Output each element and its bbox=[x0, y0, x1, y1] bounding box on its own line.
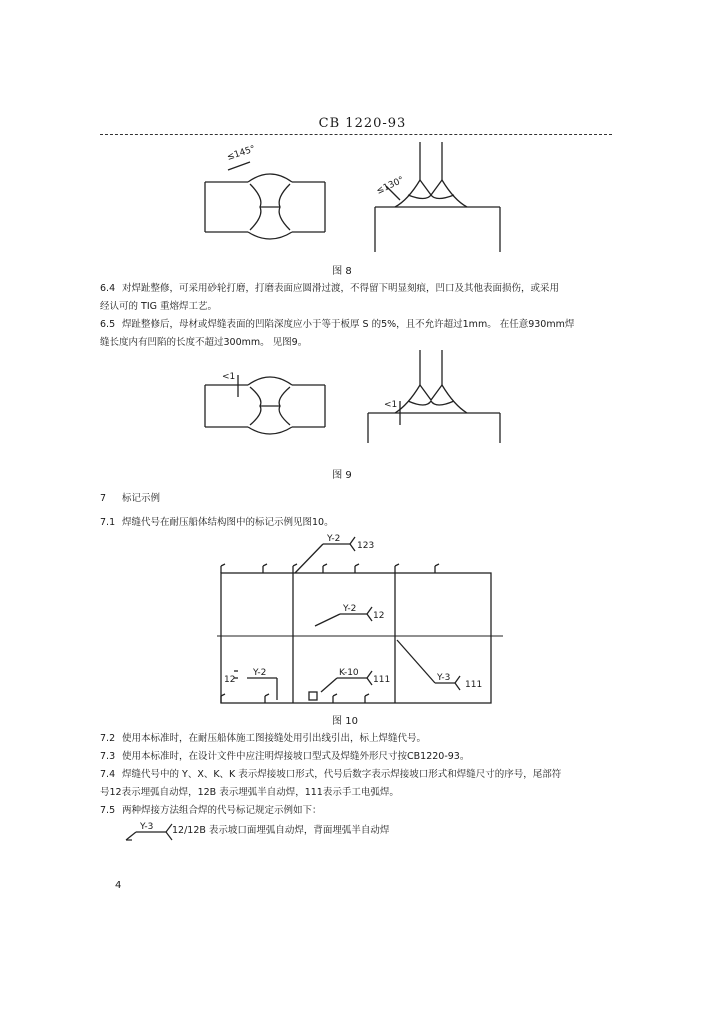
section-7-4-number: 7.4 bbox=[100, 769, 116, 780]
document-code: CB 1220-93 bbox=[318, 116, 407, 131]
mark-4-code: K-10 bbox=[339, 668, 359, 678]
section-6-4 bbox=[100, 280, 620, 316]
section-7-2 bbox=[100, 730, 620, 748]
section-7-3 bbox=[100, 748, 620, 766]
section-7-title: 标记示例 bbox=[122, 493, 161, 504]
section-7-3-text: 使用本标准时，在设计文件中应注明焊接坡口型式及焊缝外形尺寸按CB1220-93。 bbox=[122, 751, 470, 762]
section-7-4 bbox=[100, 766, 620, 802]
figure-8-drawing bbox=[190, 140, 520, 255]
section-7-1-number: 7.1 bbox=[100, 517, 116, 528]
section-7-3-number: 7.3 bbox=[100, 751, 116, 762]
figure-9-drawing bbox=[190, 345, 520, 445]
section-7-2-number: 7.2 bbox=[100, 733, 116, 744]
figure-9-caption: 图 9 bbox=[332, 470, 352, 481]
example-description: 12/12B 表示坡口面埋弧自动焊，背面埋弧半自动焊 bbox=[172, 825, 390, 836]
section-7-5-text: 两种焊接方法组合焊的代号标记规定示例如下： bbox=[122, 805, 322, 816]
section-7-4-line1: 焊缝代号中的 Y、X、K、K 表示焊接坡口形式，代号后数字表示焊接坡口形式和焊缝尺寸的序号，尾部符 bbox=[122, 769, 562, 780]
mark-1-num: 123 bbox=[357, 541, 375, 551]
section-7-1-text: 焊缝代号在耐压船体结构图中的标记示例见图10。 bbox=[122, 517, 334, 528]
mark-3-code: Y-2 bbox=[253, 668, 267, 678]
section-6-5-line1: 焊趾整修后，母材或焊缝表面的凹陷深度应小于等于板厚 S 的5%，且不允许超过1mm。 在任意930mm焊 bbox=[122, 319, 575, 330]
section-6-4-line1: 对焊趾整修，可采用砂轮打磨，打磨表面应圆滑过渡，不得留下明显刻痕，凹口及其他表面损伤，或采用 bbox=[122, 283, 560, 294]
section-6-5-line2: 缝长度内有凹陷的长度不超过300mm。 见图9。 bbox=[100, 337, 308, 348]
figure-10-caption: 图 10 bbox=[332, 716, 358, 727]
section-7-number: 7 bbox=[100, 493, 107, 504]
angle-label-145: ≤145° bbox=[225, 144, 257, 163]
section-6-4-number: 6.4 bbox=[100, 283, 116, 294]
section-7-5-number: 7.5 bbox=[100, 805, 116, 816]
section-7-2-text: 使用本标准时，在耐压船体施工图接缝处用引出线引出，标上焊缝代号。 bbox=[122, 733, 427, 744]
section-6-5-number: 6.5 bbox=[100, 319, 116, 330]
header-rule bbox=[100, 134, 612, 135]
figure-10-drawing bbox=[215, 528, 505, 706]
mark-2-num: 12 bbox=[373, 611, 385, 621]
mark-5-code: Y-3 bbox=[437, 673, 451, 683]
mark-4-num: 111 bbox=[373, 675, 391, 685]
section-7-heading bbox=[100, 490, 160, 508]
angle-label-130: ≤130° bbox=[375, 175, 406, 197]
mark-2-code: Y-2 bbox=[343, 604, 357, 614]
fig9-left-label: <1 bbox=[222, 372, 236, 382]
fig9-right-label: <1 bbox=[384, 400, 398, 410]
section-6-4-line2: 经认可的 TIG 重熔焊工艺。 bbox=[100, 301, 218, 312]
figure-8-caption: 图 8 bbox=[332, 266, 352, 277]
mark-3-num: 12 bbox=[224, 675, 236, 685]
mark-1-code: Y-2 bbox=[327, 534, 341, 544]
section-7-4-line2: 号12表示埋弧自动焊，12B 表示埋弧半自动焊，111表示手工电弧焊。 bbox=[100, 787, 399, 798]
example-code: Y-3 bbox=[140, 822, 154, 832]
page-number: 4 bbox=[115, 880, 122, 891]
mark-5-num: 111 bbox=[465, 680, 483, 690]
